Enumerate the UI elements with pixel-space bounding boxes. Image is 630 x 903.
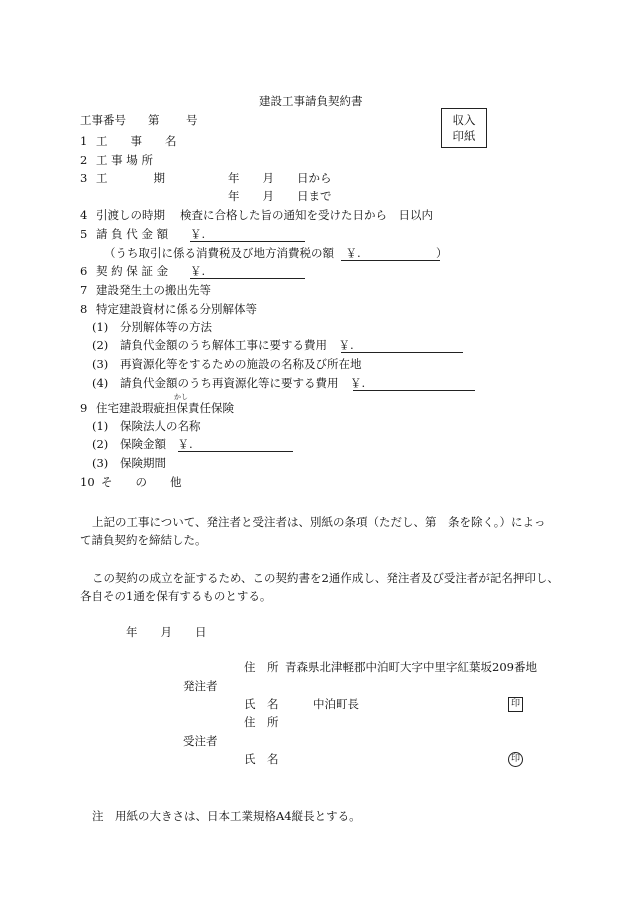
item-6-amount-underline bbox=[190, 278, 305, 279]
item-4-label: 引渡しの時期 bbox=[96, 208, 165, 222]
item-7-label: 建設発生土の搬出先等 bbox=[96, 283, 211, 297]
item-9-sub-2-underline bbox=[178, 451, 293, 452]
footnote: 注 用紙の大きさは、日本工業規格A4縦長とする。 bbox=[92, 809, 361, 823]
contract-date: 年 月 日 bbox=[126, 625, 207, 639]
item-1-label: 工 事 名 bbox=[96, 134, 177, 148]
item-10-label: そ の 他 bbox=[101, 475, 182, 489]
item-8-sub-2-text: 請負代金額のうち解体工事に要する費用 ￥. bbox=[120, 338, 354, 352]
item-3-to-date: 年 月 日まで bbox=[228, 189, 332, 203]
orderer-address: 青森県北津軽郡中泊町大字中里字紅葉坂209番地 bbox=[285, 660, 537, 674]
item-6-number: 6 bbox=[80, 264, 88, 278]
item-6-amount: ￥. bbox=[190, 264, 206, 278]
item-8-sub-4-number: (4) bbox=[92, 376, 109, 390]
item-9-number: 9 bbox=[80, 401, 88, 415]
item-9-sub-2-number: (2) bbox=[92, 437, 109, 451]
item-4-text: 検査に合格した旨の通知を受けた日から 日以内 bbox=[180, 208, 433, 222]
work-number-label: 工事番号 bbox=[80, 113, 126, 127]
item-9-sub-2-text: 保険金額 ￥. bbox=[120, 437, 193, 451]
orderer-seal: 印 bbox=[508, 697, 523, 712]
item-8-sub-3-number: (3) bbox=[92, 357, 109, 371]
orderer-role: 発注者 bbox=[183, 679, 218, 693]
item-8-sub-1-text: 分別解体等の方法 bbox=[120, 320, 212, 334]
item-2-number: 2 bbox=[80, 153, 88, 167]
item-8-sub-3-text: 再資源化等をするための施設の名称及び所在地 bbox=[120, 357, 362, 371]
item-8-sub-2-number: (2) bbox=[92, 338, 109, 352]
item-5-tax-close: ） bbox=[436, 246, 448, 260]
item-7-number: 7 bbox=[80, 283, 88, 297]
contractor-seal: 印 bbox=[508, 752, 523, 767]
item-10-number: 10 bbox=[80, 475, 95, 489]
item-6-label: 契 約 保 証 金 bbox=[96, 264, 169, 278]
item-8-number: 8 bbox=[80, 302, 88, 316]
document-title: 建設工事請負契約書 bbox=[259, 94, 363, 108]
item-3-number: 3 bbox=[80, 171, 88, 185]
item-5-amount: ￥. bbox=[190, 227, 206, 241]
contractor-name-label: 氏 名 bbox=[244, 752, 279, 766]
item-5-amount-underline bbox=[190, 241, 305, 242]
item-9-sub-3-text: 保険期間 bbox=[120, 456, 166, 470]
item-5-label: 請 負 代 金 額 bbox=[96, 227, 169, 241]
paragraph-2-line-1: この契約の成立を証するため、この契約書を2通作成し、発注者及び受注者が記名押印し、 bbox=[92, 571, 559, 585]
stamp-label-line1: 収入 bbox=[452, 113, 476, 127]
orderer-address-label: 住 所 bbox=[244, 660, 279, 674]
revenue-stamp-box bbox=[441, 108, 487, 148]
paragraph-2-line-2: 各自その1通を保有するものとする。 bbox=[80, 589, 272, 603]
paragraph-1-line-2: て請負契約を締結した。 bbox=[80, 533, 207, 547]
item-9-sub-3-number: (3) bbox=[92, 456, 109, 470]
item-8-sub-4-text: 請負代金額のうち再資源化等に要する費用 ￥. bbox=[120, 376, 366, 390]
contractor-address-label: 住 所 bbox=[244, 715, 279, 729]
contractor-role: 受注者 bbox=[183, 734, 218, 748]
item-8-sub-2-underline bbox=[341, 352, 463, 353]
stamp-label-line2: 印紙 bbox=[452, 129, 476, 143]
work-number-go: 号 bbox=[186, 113, 198, 127]
item-9-sub-1-number: (1) bbox=[92, 419, 109, 433]
item-9-ruby: かし bbox=[174, 393, 188, 401]
item-5-tax: （うち取引に係る消費税及び地方消費税の額 ￥. bbox=[104, 246, 361, 260]
item-4-number: 4 bbox=[80, 208, 88, 222]
item-2-label: 工 事 場 所 bbox=[96, 153, 153, 167]
item-5-number: 5 bbox=[80, 227, 88, 241]
item-9-sub-1-text: 保険法人の名称 bbox=[120, 419, 201, 433]
item-3-from-date: 年 月 日から bbox=[228, 171, 332, 185]
orderer-name: 中泊町長 bbox=[313, 697, 359, 711]
orderer-name-label: 氏 名 bbox=[244, 697, 279, 711]
work-number-dai: 第 bbox=[148, 113, 160, 127]
item-8-sub-1-number: (1) bbox=[92, 320, 109, 334]
item-1-number: 1 bbox=[80, 134, 88, 148]
item-8-label: 特定建設資材に係る分別解体等 bbox=[96, 302, 257, 316]
item-5-tax-underline bbox=[341, 260, 440, 261]
item-3-label: 工 期 bbox=[96, 171, 165, 185]
item-8-sub-4-underline bbox=[353, 390, 475, 391]
item-9-label: 住宅建設瑕疵担保責任保険 bbox=[96, 401, 234, 415]
paragraph-1-line-1: 上記の工事について、発注者と受注者は、別紙の条項（ただし、第 条を除く。）によっ bbox=[92, 515, 546, 529]
